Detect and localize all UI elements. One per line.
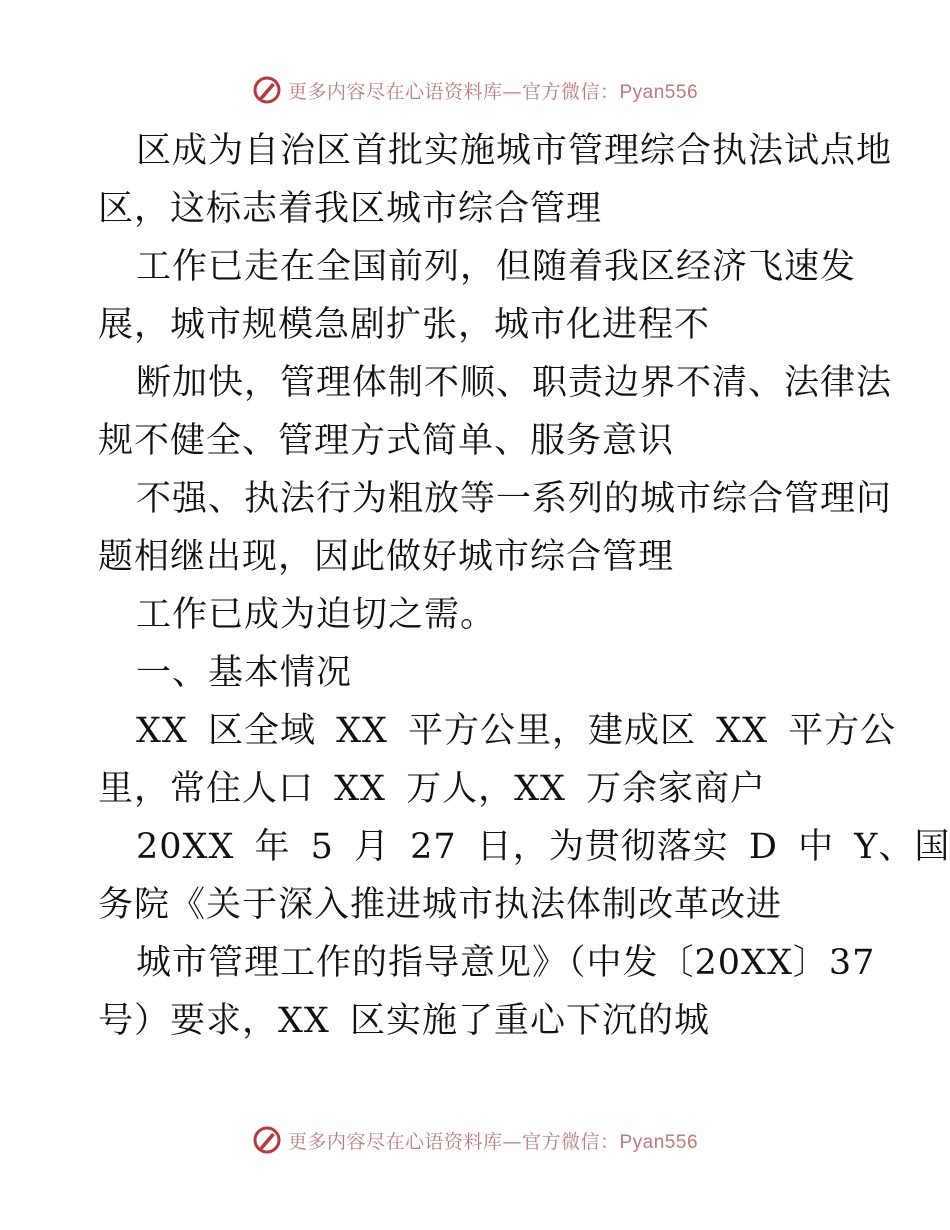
text-line: XX 区全域 XX 平方公里，建成区 XX 平方公 [136,711,897,751]
banner-label: 更多内容尽在心语资料库—官方微信： [287,80,620,103]
text-line: 务院《关于深入推进城市执法体制改革改进 [98,885,783,925]
text-line: 工作已成为迫切之需。 [136,595,497,635]
text-line: 号）要求，XX 区实施了重心下沉的城 [98,1001,710,1041]
text-line: 不强、执法行为粗放等一系列的城市综合管理问 [136,479,893,519]
header-banner [0,70,950,110]
text-line: 规不健全、管理方式简单、服务意识 [98,421,675,461]
text-line: 20XX 年 5 月 27 日，为贯彻落实 D 中 Y、国 [136,827,950,867]
banner-wechat-id: Pyan556 [619,81,699,103]
quill-logo-icon [252,75,282,105]
text-line: 区，这标志着我区城市综合管理 [98,189,603,229]
text-line: 工作已走在全国前列，但随着我区经济飞速发 [136,247,857,287]
banner-wechat-id: Pyan556 [619,1131,699,1153]
footer-banner [0,1120,950,1160]
banner-text [288,1127,698,1154]
banner-text [288,77,698,104]
text-line: 城市管理工作的指导意见》（中发〔20XX〕37 [136,943,876,983]
banner-label: 更多内容尽在心语资料库—官方微信： [287,1130,620,1153]
text-line: 展，城市规模急剧扩张，城市化进程不 [98,305,711,345]
text-line: 题相继出现，因此做好城市综合管理 [98,537,675,577]
text-line: 断加快，管理体制不顺、职责边界不清、法律法 [136,363,893,403]
section-heading: 一、基本情况 [136,653,353,693]
text-line: 里，常住人口 XX 万人，XX 万余家商户 [98,769,767,809]
quill-logo-icon [252,1125,282,1155]
text-line: 区成为自治区首批实施城市管理综合执法试点地 [136,131,893,171]
document-body [98,122,950,1050]
